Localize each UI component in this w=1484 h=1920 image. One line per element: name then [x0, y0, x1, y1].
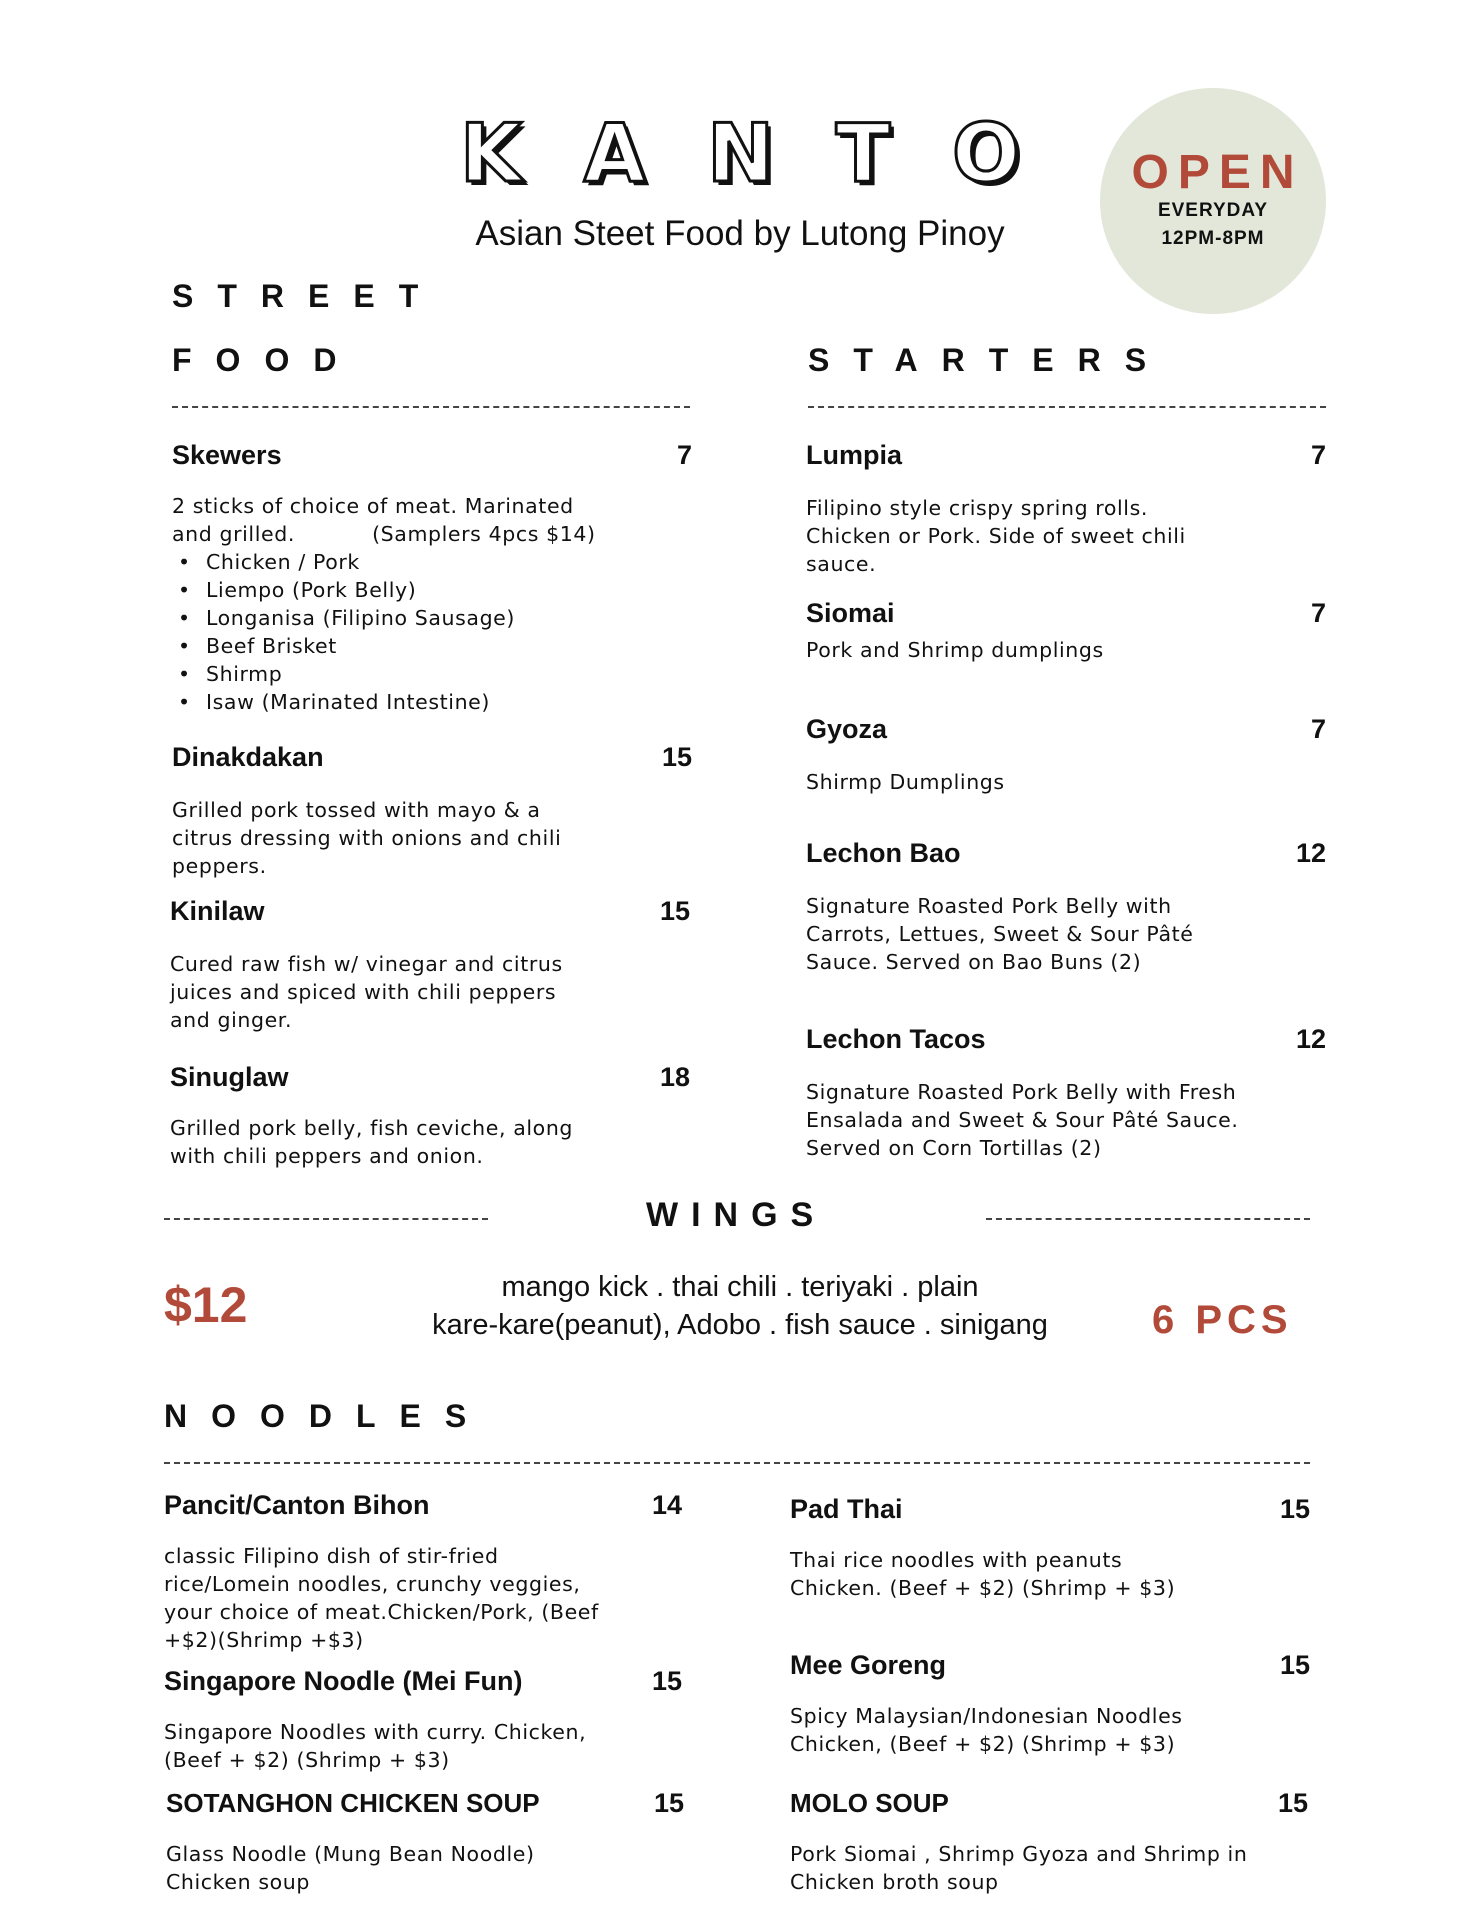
list-item: • Liempo (Pork Belly) [206, 576, 612, 604]
menu-item-price: 15 [651, 1666, 682, 1696]
logo-letter: A [583, 107, 646, 200]
restaurant-subtitle: Asian Steet Food by Lutong Pinoy [475, 214, 1005, 253]
menu-item-name: Gyoza [806, 714, 888, 744]
menu-item-description: Singapore Noodles with curry. Chicken, (Beef + $2) (Shrimp + $3) [164, 1720, 587, 1772]
menu-item-name: MOLO SOUP [790, 1788, 949, 1818]
divider [164, 1218, 488, 1220]
menu-item-price: 7 [676, 440, 692, 470]
divider [808, 406, 1326, 408]
menu-item-price: 12 [1295, 838, 1326, 868]
skewers-description: 2 sticks of choice of meat. Marinated and grilled. [172, 494, 574, 546]
menu-item-name: Pad Thai [790, 1494, 903, 1524]
divider [986, 1218, 1310, 1220]
menu-item-description: Thai rice noodles with peanuts Chicken. (Beef + $2) (Shrimp + $3) [790, 1548, 1176, 1600]
menu-item-name: Singapore Noodle (Mei Fun) [164, 1666, 523, 1696]
menu-item-name: Skewers [172, 440, 282, 470]
menu-item-description: Shirmp Dumplings [806, 770, 1005, 794]
menu-item-price: 15 [1277, 1788, 1308, 1818]
list-item: • Longanisa (Filipino Sausage) [206, 604, 612, 632]
menu-item-price: 15 [653, 1788, 684, 1818]
menu-item-price: 15 [659, 896, 690, 926]
list-item: • Shirmp [206, 660, 612, 688]
menu-item-name: Pancit/Canton Bihon [164, 1490, 430, 1520]
wings-pieces: 6 PCS [1152, 1298, 1293, 1342]
street-food-title-line2: FOOD [172, 342, 361, 378]
starters-title: STARTERS [808, 342, 1171, 378]
menu-item-price: 18 [659, 1062, 690, 1092]
menu-item-description: Spicy Malaysian/Indonesian Noodles Chicken, (Beef + $2) (Shrimp + $3) [790, 1704, 1183, 1756]
kanto-logo [460, 104, 1020, 204]
divider [172, 406, 690, 408]
menu-item-description: classic Filipino dish of stir-fried rice/Lomein noodles, crunchy veggies, your choice of meat.Chicken/Pork, (Beef +$2)(Shrimp +$3) [164, 1544, 599, 1652]
menu-item-description: Grilled pork belly, fish ceviche, along with chili peppers and onion. [170, 1116, 574, 1168]
menu-item-description: Cured raw fish w/ vinegar and citrus juices and spiced with chili peppers and ginger. [170, 952, 563, 1032]
logo-letter: T [835, 107, 891, 200]
menu-item-name: Lechon Tacos [806, 1024, 986, 1054]
open-days: EVERYDAY [1157, 200, 1269, 221]
menu-item-price: 12 [1295, 1024, 1326, 1054]
wings-flavors [360, 1268, 1120, 1344]
menu-item-name: Mee Goreng [790, 1650, 947, 1680]
wings-flavors-line1: mango kick . thai chili . teriyaki . plain [501, 1271, 979, 1303]
noodles-title: NOODLES [164, 1398, 491, 1434]
menu-item-name: SOTANGHON CHICKEN SOUP [166, 1788, 540, 1818]
list-item: • Beef Brisket [206, 632, 612, 660]
menu-item-description: Signature Roasted Pork Belly with Fresh Ensalada and Sweet & Sour Pâté Sauce. Served on Corn Tortillas (2) [806, 1080, 1239, 1160]
logo-letter: N [707, 107, 775, 200]
street-food-title-line1: STREET [172, 278, 443, 314]
wings-title: WINGS [646, 1196, 827, 1234]
menu-item-name: Kinilaw [170, 896, 265, 926]
menu-item-name: Sinuglaw [170, 1062, 289, 1092]
divider [164, 1462, 1310, 1464]
menu-item-description [172, 492, 612, 716]
menu-item-name: Lechon Bao [806, 838, 961, 868]
open-label: OPEN [1131, 146, 1304, 199]
menu-item-description: Pork Siomai , Shrimp Gyoza and Shrimp in Chicken broth soup [790, 1842, 1248, 1894]
menu-item-description: Grilled pork tossed with mayo & a citrus dressing with onions and chili peppers. [172, 798, 562, 878]
logo-letter: O [951, 107, 1020, 200]
menu-item-price: 7 [1310, 714, 1326, 744]
menu-item-price: 7 [1310, 440, 1326, 470]
menu-item-description: Glass Noodle (Mung Bean Noodle) Chicken soup [166, 1842, 535, 1894]
menu-item-name: Dinakdakan [172, 742, 324, 772]
menu-item-name: Lumpia [806, 440, 903, 470]
skewers-sampler-note: (Samplers 4pcs $14) [372, 522, 596, 546]
menu-item-name: Siomai [806, 598, 895, 628]
wings-price: $12 [164, 1277, 248, 1333]
open-hours: 12PM-8PM [1161, 228, 1265, 249]
menu-item-price: 14 [651, 1490, 682, 1520]
menu-item-price: 15 [1279, 1650, 1310, 1680]
menu-item-description: Signature Roasted Pork Belly with Carrots, Lettues, Sweet & Sour Pâté Sauce. Served on Bao Buns (2) [806, 894, 1194, 974]
wings-flavors-line2: kare-kare(peanut), Adobo . fish sauce . sinigang [432, 1309, 1048, 1341]
skewers-options-list [172, 548, 612, 716]
menu-item-price: 15 [1279, 1494, 1310, 1524]
list-item: • Isaw (Marinated Intestine) [206, 688, 612, 716]
logo-letter: K [460, 107, 522, 200]
list-item: • Chicken / Pork [206, 548, 612, 576]
menu-item-description: Pork and Shrimp dumplings [806, 638, 1104, 662]
menu-item-price: 15 [661, 742, 692, 772]
menu-item-price: 7 [1310, 598, 1326, 628]
open-hours-badge [1100, 88, 1326, 314]
menu-item-description: Filipino style crispy spring rolls. Chicken or Pork. Side of sweet chili sauce. [806, 496, 1186, 576]
